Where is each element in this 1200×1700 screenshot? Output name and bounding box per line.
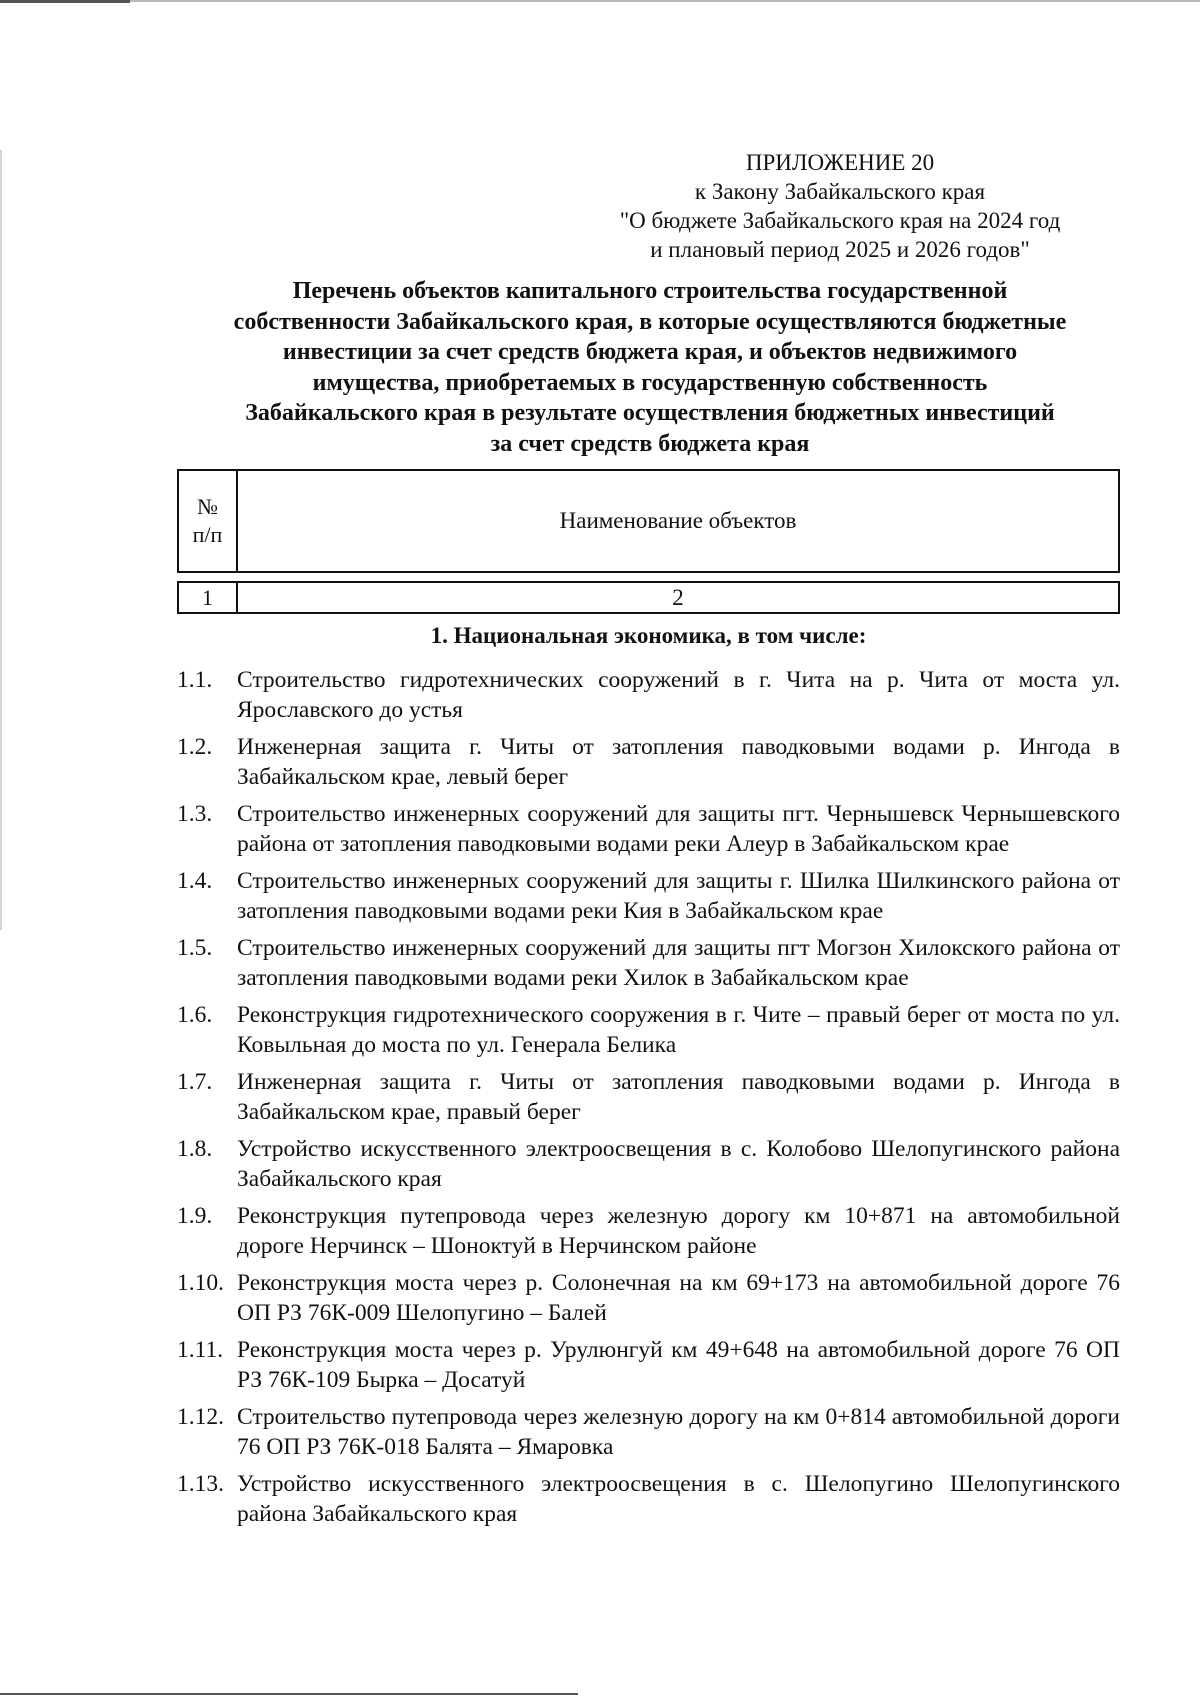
appendix-number: ПРИЛОЖЕНИЕ 20 xyxy=(745,150,935,175)
list-item xyxy=(177,1134,1120,1194)
list-item xyxy=(177,1469,1120,1529)
item-text: Реконструкция моста через р. Солонечная на км 69+173 на автомобильной дороге 76 ОП РЗ 76К-009 Шелопугино – Балей xyxy=(237,1270,1120,1326)
item-text: Устройство искусственного электроосвещения в с. Шелопугино Шелопугинского района Забайкальского края xyxy=(237,1471,1120,1527)
table-column-numbers-row xyxy=(177,581,1120,614)
scan-edge-top xyxy=(0,0,1200,2)
scan-edge-bottom xyxy=(0,1693,578,1695)
title-line: Перечень объектов капитального строительства государственной xyxy=(292,278,1008,304)
column-number-1: 1 xyxy=(179,583,238,612)
list-item xyxy=(177,1402,1120,1462)
list-item xyxy=(177,665,1120,725)
list-item xyxy=(177,1201,1120,1261)
appendix-law-title-line2: и плановый период 2025 и 2026 годов" xyxy=(650,237,1030,262)
list-item xyxy=(177,933,1120,993)
item-text: Строительство инженерных сооружений для защиты пгт Могзон Хилокского района от затопления паводковыми водами реки Хилок в Забайкальском крае xyxy=(237,935,1120,991)
scan-edge-top-mark xyxy=(0,0,130,3)
header-name-column xyxy=(238,471,1118,571)
item-number: 1.8. xyxy=(177,1136,213,1162)
object-list xyxy=(177,665,1120,1536)
item-number: 1.9. xyxy=(177,1203,213,1229)
title-line: Забайкальского края в результате осуществления бюджетных инвестиций xyxy=(245,400,1055,426)
item-number: 1.6. xyxy=(177,1002,213,1028)
item-text: Реконструкция моста через р. Урулюнгуй км 49+648 на автомобильной дороге 76 ОП РЗ 76К-109 Бырка – Досатуй xyxy=(237,1337,1120,1393)
item-number: 1.1. xyxy=(177,667,213,693)
item-text: Реконструкция гидротехнического сооружения в г. Чите – правый берег от моста по ул. Ковыльная до моста по ул. Генерала Белика xyxy=(237,1002,1120,1058)
title-line: собственности Забайкальского края, в которые осуществляются бюджетные xyxy=(233,308,1067,335)
header-number-abbrev: п/п xyxy=(192,522,223,547)
list-item xyxy=(177,1268,1120,1328)
list-item xyxy=(177,1335,1120,1395)
header-number-column xyxy=(179,471,238,571)
item-text: Устройство искусственного электроосвещения в с. Колобово Шелопугинского района Забайкальского края xyxy=(237,1136,1120,1192)
appendix-law-reference: к Закону Забайкальского края xyxy=(694,179,986,204)
section-heading: 1. Национальная экономика, в том числе: xyxy=(430,623,867,648)
scan-edge-left xyxy=(0,150,2,930)
title-line: имущества, приобретаемых в государственную собственность xyxy=(312,369,988,396)
list-item xyxy=(177,1000,1120,1060)
item-number: 1.5. xyxy=(177,935,213,961)
item-number: 1.12. xyxy=(177,1404,224,1430)
item-text: Строительство путепровода через железную дорогу на км 0+814 автомобильной дороги 76 ОП РЗ 76К-018 Балята – Ямаровка xyxy=(237,1404,1120,1460)
list-item xyxy=(177,866,1120,926)
item-number: 1.2. xyxy=(177,734,213,760)
item-number: 1.7. xyxy=(177,1069,213,1095)
item-number: 1.11. xyxy=(177,1337,224,1363)
item-text: Строительство гидротехнических сооружений в г. Чита на р. Чита от моста ул. Ярославского до устья xyxy=(237,667,1120,723)
item-number: 1.13. xyxy=(177,1471,224,1497)
appendix-law-title-line1: "О бюджете Забайкальского края на 2024 год xyxy=(619,208,1061,233)
header-number-sign: № xyxy=(197,494,218,519)
table-header-row xyxy=(177,469,1120,573)
item-text: Строительство инженерных сооружений для защиты пгт. Чернышевск Чернышевского района от затопления паводковыми водами реки Алеур в Забайкальском крае xyxy=(237,801,1120,857)
item-number: 1.10. xyxy=(177,1270,224,1296)
title-line: инвестиции за счет средств бюджета края, и объектов недвижимого xyxy=(282,339,1018,365)
title-line: за счет средств бюджета края xyxy=(490,430,810,457)
item-text: Строительство инженерных сооружений для защиты г. Шилка Шилкинского района от затопления паводковыми водами реки Кия в Забайкальском крае xyxy=(237,868,1120,924)
item-text: Реконструкция путепровода через железную дорогу км 10+871 на автомобильной дороге Нерчинск – Шоноктуй в Нерчинском районе xyxy=(237,1203,1120,1259)
column-number-2: 2 xyxy=(672,585,684,610)
list-item xyxy=(177,732,1120,792)
item-number: 1.3. xyxy=(177,801,213,827)
item-text: Инженерная защита г. Читы от затопления паводковыми водами р. Ингода в Забайкальском крае, правый берег xyxy=(237,1069,1120,1125)
item-number: 1.4. xyxy=(177,868,213,894)
appendix-header xyxy=(590,148,1090,264)
list-item xyxy=(177,799,1120,859)
item-text: Инженерная защита г. Читы от затопления паводковыми водами р. Ингода в Забайкальском крае, левый берег xyxy=(237,734,1120,790)
list-item xyxy=(177,1067,1120,1127)
document-title xyxy=(160,276,1140,459)
header-name-label: Наименование объектов xyxy=(559,508,797,533)
